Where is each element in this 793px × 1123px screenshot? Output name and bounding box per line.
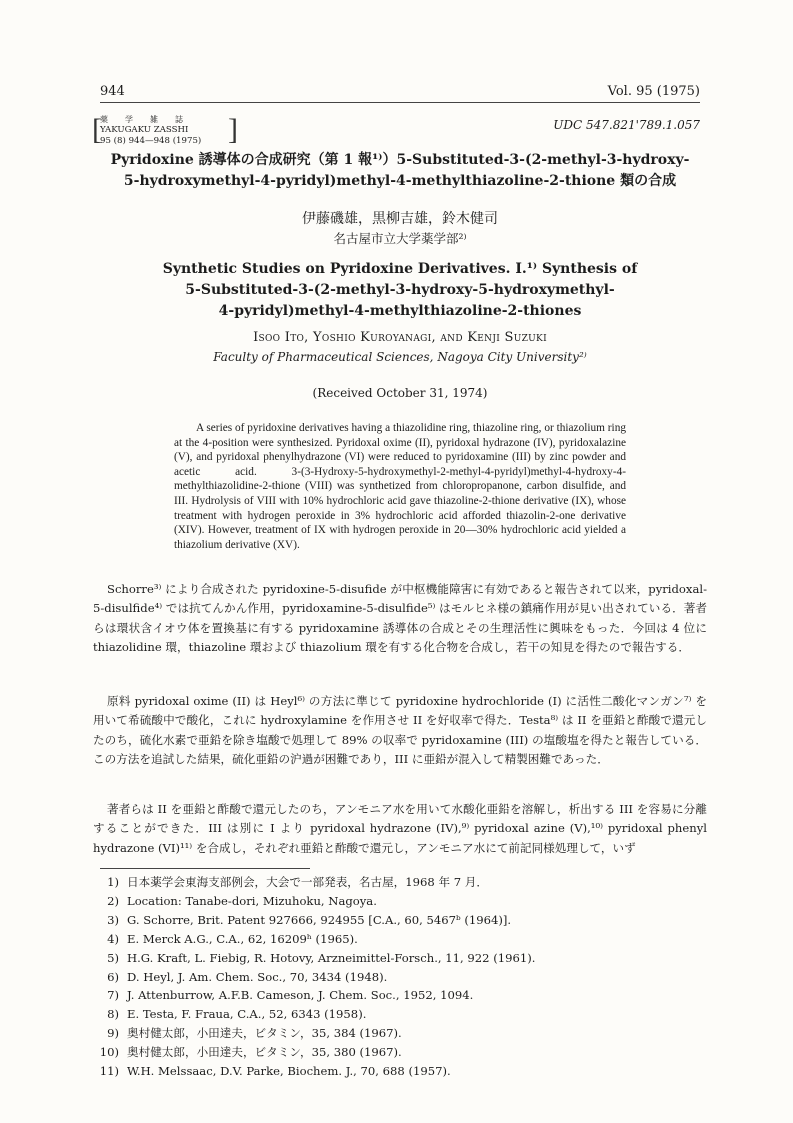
footnote-number: 5) [107,950,119,965]
body-paragraph-1 [93,580,707,658]
footnote [93,1024,713,1043]
journal-block [92,114,242,144]
title-english [96,259,704,322]
footnote-number: 7) [107,988,119,1003]
footnote [93,1005,713,1024]
paragraph-text: 著者らは II を亜鉛と酢酸で還元したのち，アンモニア水を用いて水酸化亜鉛を溶解し，析出する III を容易に分離することができた．III は別に I より pyridoxal hydrazone (IV),⁹⁾ pyridoxal azine (V),¹⁰⁾ pyridoxal phenyl hydrazone (VI)¹¹⁾ を合成し，それぞれ亜鉛と酢酸で還元し，アンモニア水にて前記同様処理して，いず [93,802,707,855]
abstract-text: A series of pyridoxine derivatives having a thiazolidine ring, thiazoline ring, or thiazolium ring at the 4-position were synthesized. Pyridoxal oxime (II), pyridoxal hydrazone (IV), pyridoxalazine (V), and pyridoxal phenylhydrazone (VI) were reduced to pyridoxamine (III) by zinc powder and acetic acid. 3-(3-Hydroxy-5-hydroxymethyl-2-methyl-4-pyridyl)methyl-4-hydroxy-4-methylthiazolidine-2-thione (VIII) was synthetized from chloropropanone, carbon disulfide, and III. Hydrolysis of VIII with 10% hydrochloric acid gave thiazoline-2-thione derivative (IX), whose treatment with hydrogen peroxide in 3% hydrochloric acid afforded thiazolin-2-one derivative (XIV). However, treatment of IX with hydrogen peroxide in 20—30% hydrochloric acid yielded a thiazolium derivative (XV). [174,422,626,551]
title-ja-line-2: 5-hydroxymethyl-4-pyridyl)methyl-4-methylthiazoline-2-thione 類の合成 [123,173,677,189]
footnote-text: 日本薬学会東海支部例会，大会で一部発表，名古屋，1968 年 7 月． [127,875,488,889]
right-bracket: ] [228,113,238,146]
footnote [93,892,713,911]
footnote-number: 10) [99,1045,119,1060]
journal-issue: 95 (8) 944—948 (1975) [100,136,202,146]
footnote [93,949,713,968]
footnote-number: 8) [107,1007,119,1022]
affiliation-english: Faculty of Pharmaceutical Sciences, Nagoya City University²⁾ [213,350,587,364]
footnote [93,911,713,930]
footnote-number: 1) [107,875,119,889]
left-bracket: [ [92,113,102,146]
footnote-text: Location: Tanabe-dori, Mizuhoku, Nagoya. [127,893,377,908]
footnote-text: 奥村健太郎，小田達夫，ビタミン，35, 380 (1967). [127,1045,402,1060]
volume-label: Vol. 95 (1975) [607,84,700,99]
footnote [93,1043,713,1062]
footnotes [93,873,713,1081]
body-paragraph-2 [93,692,707,770]
footnote-text: E. Merck A.G., C.A., 62, 16209ʰ (1965). [127,931,358,946]
title-en-line-1: Synthetic Studies on Pyridoxine Derivatives. I.¹⁾ Synthesis of [162,261,638,277]
footnote-rule [100,868,310,869]
paragraph-text: Schorre³⁾ により合成された pyridoxine-5-disufide が中枢機能障害に有効であると報告されて以来，pyridoxal-5-disulfide⁴⁾ では抗てんかん作用，pyridoxamine-5-disulfide⁵⁾ はモルヒネ様の鎮痛作用が見い出されている．著者らは環状含イオウ体を置換基に有する pyridoxamine 誘導体の合成とその生理活性に興味をもった．今回は 4 位に thiazolidine 環，thiazoline 環および thiazolium 環を有する化合物を合成し，若干の知見を得たので報告する． [93,582,707,655]
journal-name [100,114,201,147]
footnote [93,986,713,1005]
title-ja-line-1: Pyridoxine 誘導体の合成研究（第 1 報¹⁾）5-Substituted-3-(2-methyl-3-hydroxy- [110,152,690,168]
footnote-text: H.G. Kraft, L. Fiebig, R. Hotovy, Arzneimittel-Forsch., 11, 922 (1961). [127,950,536,965]
paragraph-text: 原料 pyridoxal oxime (II) は Heyl⁶⁾ の方法に準じて pyridoxine hydrochloride (I) に活性二酸化マンガン⁷⁾ を用いて希硫酸中で酸化，これに hydroxylamine を作用させ II を好収率で得た．Testa⁸⁾ は II を亜鉛と酢酸で還元したのち，硫化水素で亜鉛を除き塩酸で処理して 89% の収率で pyridoxamine (III) の塩酸塩を得たと報告している．この方法を追試した結果，硫化亜鉛の沪過が困難であり，III に亜鉛が混入して精製困難であった． [93,694,707,767]
body-paragraph-3 [93,800,707,858]
udc-code: UDC 547.821'789.1.057 [553,118,700,132]
journal-latin: YAKUGAKU ZASSHI [100,125,189,135]
title-en-line-2: 5-Substituted-3-(2-methyl-3-hydroxy-5-hydroxymethyl- [185,282,615,298]
journal-kanji: 薬学雑誌 [100,115,200,124]
footnote-number: 11) [99,1064,119,1079]
page-number: 944 [100,84,125,99]
abstract [174,421,626,552]
authors-japanese: 伊藤磯雄，黒柳吉雄，鈴木健司 [302,211,498,227]
footnote-text: W.H. Melssaac, D.V. Parke, Biochem. J., 70, 688 (1957). [127,1064,451,1079]
footnote-number: 3) [107,912,119,927]
footnote [93,930,713,949]
footnote [93,1062,713,1081]
affiliation-japanese: 名古屋市立大学薬学部²⁾ [333,231,467,246]
footnote-number: 6) [107,969,119,984]
header-rule [100,102,700,103]
footnote-text: D. Heyl, J. Am. Chem. Soc., 70, 3434 (1948). [127,969,388,984]
footnote [93,968,713,987]
footnote-text: G. Schorre, Brit. Patent 927666, 924955 [C.A., 60, 5467ᵇ (1964)]. [127,912,512,927]
footnote-text: J. Attenburrow, A.F.B. Cameson, J. Chem. Soc., 1952, 1094. [127,988,474,1003]
footnote-text: 奥村健太郎，小田達夫，ビタミン，35, 384 (1967). [127,1026,402,1041]
received-date: (Received October 31, 1974) [312,386,488,400]
title-en-line-3: 4-pyridyl)methyl-4-methylthiazoline-2-thiones [218,303,582,319]
authors-english: Isoo Ito, Yoshio Kuroyanagi, and Kenji Suzuki [253,330,547,345]
footnote-number: 4) [107,931,119,946]
title-japanese [96,150,704,192]
footnote-number: 2) [107,893,119,908]
footnote-number: 9) [107,1026,119,1041]
footnote-text: E. Testa, F. Fraua, C.A., 52, 6343 (1958). [127,1007,367,1022]
footnote [93,873,713,892]
